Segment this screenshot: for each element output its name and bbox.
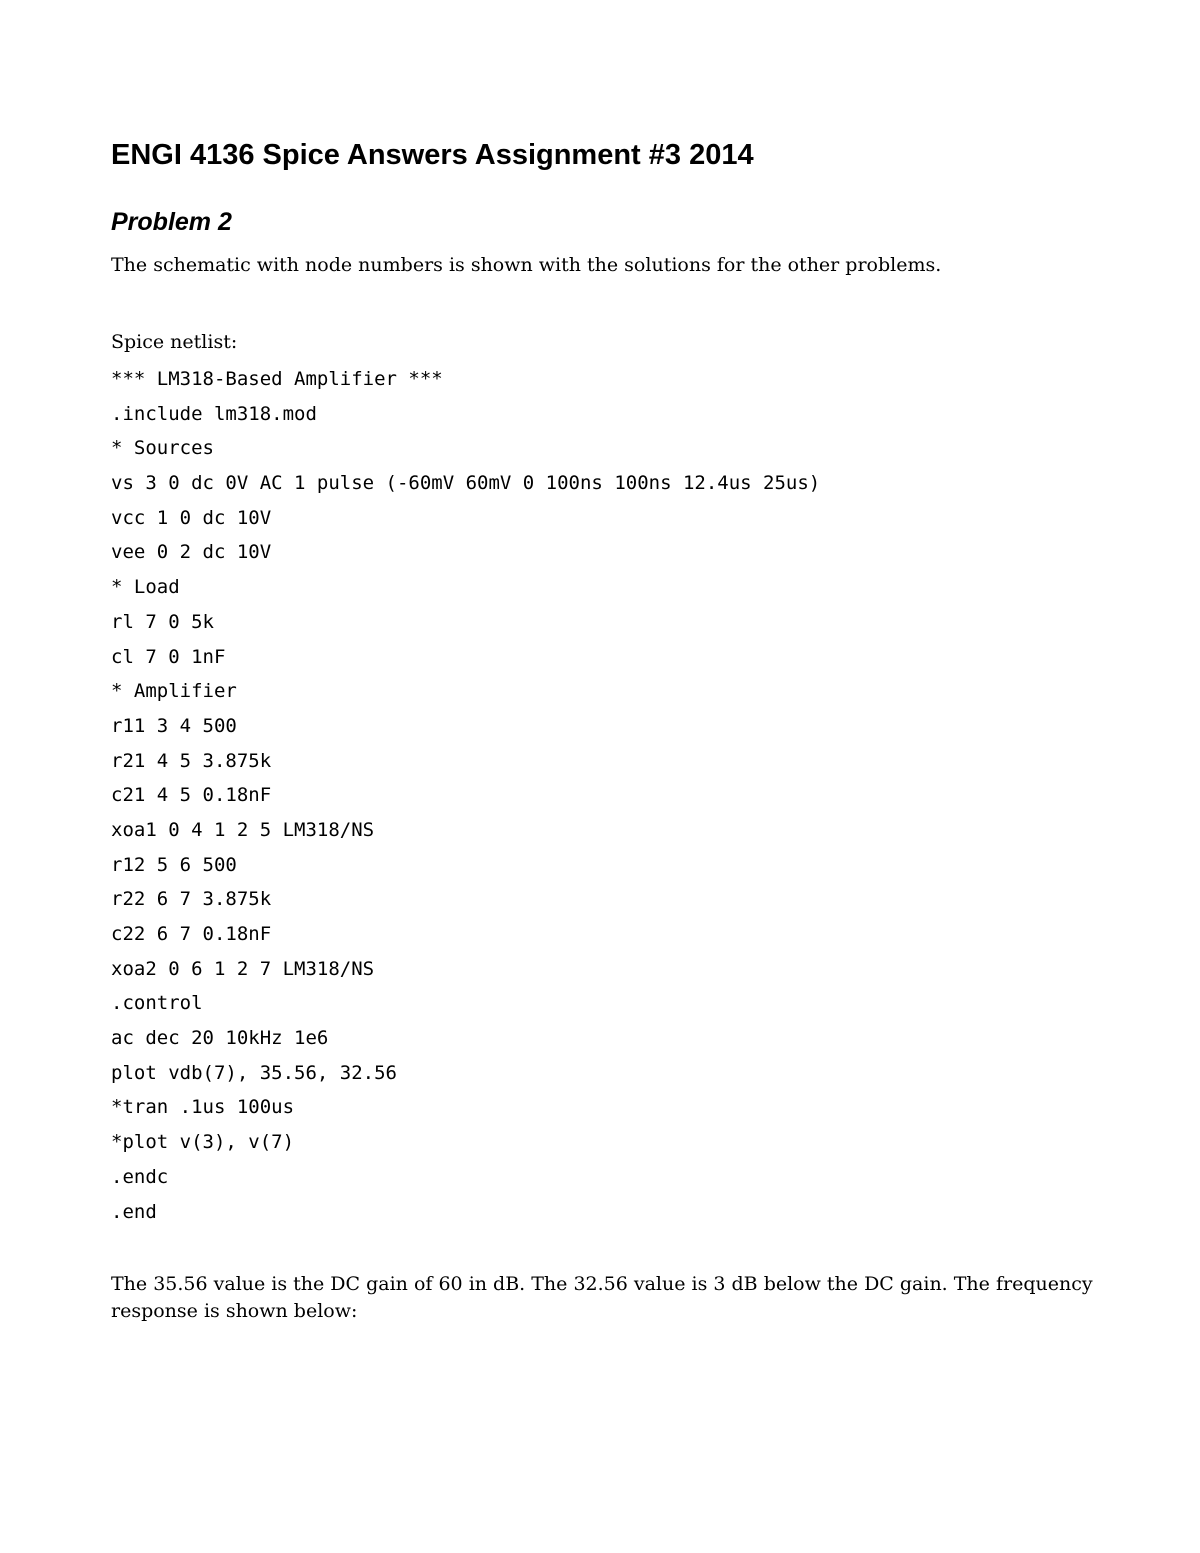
netlist-line: vs 3 0 dc 0V AC 1 pulse (-60mV 60mV 0 100ns 100ns 12.4us 25us): [111, 472, 821, 495]
netlist-line: r11 3 4 500: [111, 714, 237, 737]
netlist-line: ac dec 20 10kHz 1e6: [111, 1027, 329, 1050]
netlist-line: rl 7 0 5k: [111, 610, 214, 633]
netlist-line: * Sources: [111, 437, 214, 460]
netlist-line: cl 7 0 1nF: [111, 645, 226, 668]
netlist-line: xoa2 0 6 1 2 7 LM318/NS: [111, 957, 375, 980]
spice-netlist: [111, 362, 820, 1229]
netlist-line: r12 5 6 500: [111, 853, 237, 876]
netlist-line: .control: [111, 992, 203, 1015]
netlist-line: *tran .1us 100us: [111, 1096, 295, 1119]
netlist-line: .include lm318.mod: [111, 402, 317, 425]
netlist-line: .end: [111, 1200, 157, 1223]
netlist-line: *plot v(3), v(7): [111, 1131, 295, 1154]
netlist-line: c21 4 5 0.18nF: [111, 784, 272, 807]
netlist-line: plot vdb(7), 35.56, 32.56: [111, 1061, 397, 1084]
conclusion-paragraph: The 35.56 value is the DC gain of 60 in dB. The 32.56 value is 3 dB below the DC gain. The frequency response is shown below:: [111, 1273, 1093, 1322]
netlist-line: xoa1 0 4 1 2 5 LM318/NS: [111, 818, 375, 841]
netlist-line: *** LM318-Based Amplifier ***: [111, 368, 443, 390]
netlist-line: vcc 1 0 dc 10V: [111, 506, 272, 529]
netlist-line: vee 0 2 dc 10V: [111, 541, 272, 564]
document-title: ENGI 4136 Spice Answers Assignment #3 2014: [111, 139, 754, 171]
intro-paragraph: The schematic with node numbers is shown with the solutions for the other problems.: [111, 254, 942, 276]
netlist-line: * Load: [111, 576, 180, 599]
netlist-line: r21 4 5 3.875k: [111, 749, 272, 772]
netlist-label: Spice netlist:: [111, 331, 238, 353]
netlist-line: * Amplifier: [111, 680, 237, 703]
netlist-line: c22 6 7 0.18nF: [111, 923, 272, 945]
netlist-line: r22 6 7 3.875k: [111, 888, 272, 911]
netlist-line: .endc: [111, 1165, 169, 1188]
section-heading: Problem 2: [111, 208, 232, 236]
